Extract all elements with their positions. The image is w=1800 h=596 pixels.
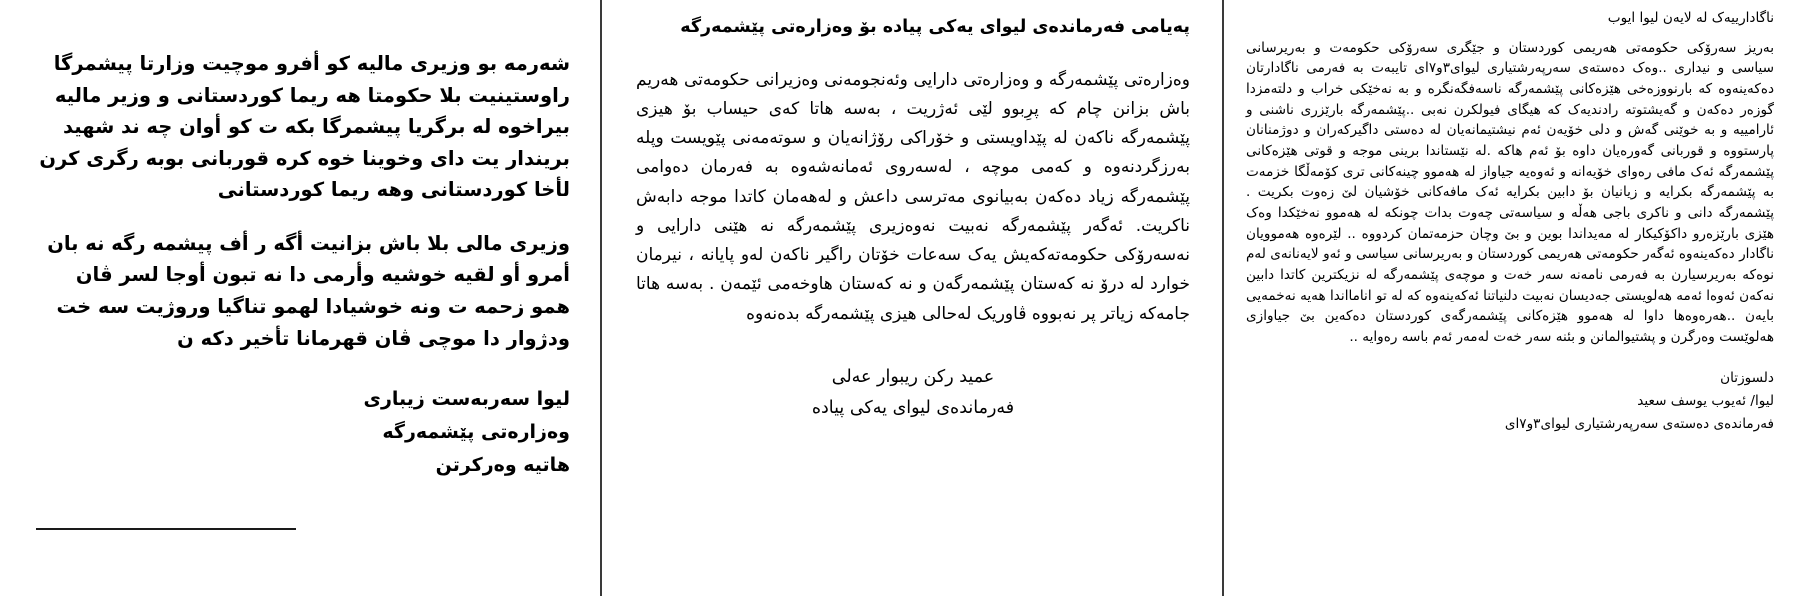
right-opening-line: ناگادارییەک لە لایەن لیوا ایوب [1607, 10, 1774, 26]
middle-closing-line-2: فەرماندەی لیوای یەکی پیادە [811, 398, 1015, 419]
right-column [1224, 0, 1800, 596]
left-signature-line-1: لیوا سەربەست زیباری [363, 388, 570, 411]
right-signature-line-3: فەرماندەی دەستەی سەرپەرشتیاری لیوای۳و۷ای [1504, 415, 1774, 432]
middle-column [602, 0, 1222, 596]
left-signature-line-3: هاتیە وەرکرتن [435, 453, 570, 476]
right-signature-block [1246, 368, 1774, 436]
right-paragraph-1: بەریز سەرۆکی حکومەتی هەریمی کوردستان و جێگری سەرۆکی حکومەت و بەریرسانی سیاسی و نیداری ..وەک دەستەی سەرپەرشتیاری لیوای۳و۷ای تایبەت بە فەرمی ناگادارتان دەکەینەوە کە بارنووزەخی هێزەکانی پێشمەرگە ناسەفگەنگرە و بە نەخێکی خراب و دلتەمزدا گوزەر دەکەن و گەیشتوتە رادندیەک کە هیگای فیولکرن نەبی ..پێشمەرگە بارێزری ناشنی و ئارامییە و بە خوێنی گەش و دلی خۆیەن ئەم نیشتیمانەیان لە دەستی داگیرکەران و دوژمنانان پارستووە و قوربانی گەورەیان داوە بۆ ئەم هاکە .لە نێستاندا برینی موجە و قوتی هێزەکانی پێشمەرگە ئەک مافی رەوای خۆیەانە و ئەوەیە جیاواز لە هەموو چینەکانی تری کۆمەڵگا خزمەت بە پێشمەرگە بکرایە و زیانیان بۆ دابین بکرایە ئەک مافەکانی خۆشیان لێ زەوت بکریت . پێشمەرگە دانی و ناکری باجی هەڵە و سیاسەتی چەوت بدات چونکە لە هەموو نەخێکدا وەک هێزی بارێزەرو داکۆکیکار لە مەیداندا بوین و بێ وچان حزمەتمان کردووە .. لێرەوە هەموویان ناگادار دەکەینەوە ئەگەر حکومەتی هەریمی کوردستان و بەریرسانی سیاسی و ئەو لایەنانەی لەم نوەکە بەریرسیارن بە فەرمی نامەنە سەر خەت و موچەی پێشمەرگە لە نزیکترین کاتدا دابین نەکەن ئەوەا ئەمە هەلویستی جەدیسان نەبیت دلنیاتنا ئەکەینەوە کە لە تو انامااندا هەیە نەخمەیی بایەن ..هەرەوەها داوا لە هەموو هێزەکانی پێشمەرگەی کوردستان دەکەین بێ جیاوازی هەلوێست وەرگرن و پشتیوالمانن و بئنە سەر خەت لەمەر ئەم باسە رەوایە .. [1246, 39, 1774, 345]
middle-body [636, 66, 1190, 329]
left-paragraph-2: وزیری مالی بلا باش بزانیت أگە ر أف پیشمە رگە نە بان أمرو أو لقیە خوشیە وأرمی دا نە تبون أوجا لسر ڤان همو زحمە ت ونە خوشیادا لهمو تناگیا وروژیت سە خت ودژوار دا موچی ڤان قهرمانا تأخیر دکە ن [47, 231, 570, 350]
middle-heading: پەیامی فەرماندەی لیوای یەکی پیادە بۆ وەزارەتی پێشمەرگە [680, 17, 1190, 37]
left-signature-line-2: وەزارەتی پێشمەرگە [382, 420, 570, 443]
middle-closing-block [636, 363, 1190, 423]
left-paragraph-1: شەرمە بو وزیری مالیە کو أفرو موچیت وزارتا پیشمرگا راوستینیت بلا حکومتا هە ریما کوردستانی و وزیر مالیە بیراخوە لە برگریا پیشمرگا بکە ت کو أوان چە ند شهید بریندار یت دای وخوینا خوە کرە قوربانی بوبە رگری کرن لأخا کوردستانی وهە ریما کوردستانی [39, 52, 570, 202]
horizontal-rule [36, 528, 296, 530]
middle-paragraph-1: وەزارەتی پێشمەرگە و وەزارەتی دارایی وئەنجومەنی وەزیرانی حکومەتی هەریم باش بزانن چام کە پرِبوو لێی ئەژریت ، بەسە هاتا کەی حیساب بۆ هیزی پێشمەرگە ناکەن لە پێداویستی و خۆراکی رۆژانەیان و سوتەمەنی پێویست وپلە بەرزگردنەوە و کەمی موچە ، لەسەروی ئەمانەشەوە بە فەرمان دەوامی پێشمەرگە زیاد دەکەن بەبیانوی مەترسی داعش و لەهەمان کاتدا موجە دابەش ناکریت. ئەگەر پێشمەرگە نەبیت نەوەزیری پێشمەرگە نە هێنی دارایی و نەسەرۆکی حکومەتەکەیش یەک سەعات خۆتان راگیر ناکەن لەو پایانە ، نیرمان خوارد لە درۆ نە کەستان پێشمەرگەن و نە کەستان هاوخەمی ئێمەن . بەسە هاتا جامەکە زیاتر پر نەبووە ڤاوریک لەحالی هیزی پێشمەرگە بدەنەوە [636, 69, 1190, 324]
left-signature-block [34, 384, 570, 480]
middle-closing-line-1: عمید رکن ریبوار عەلی [831, 366, 995, 387]
right-signature-line-2: لیوا/ ئەیوب یوسف سعید [1637, 392, 1774, 409]
right-signature-line-1: دلسوزتان [1720, 369, 1774, 386]
left-column [0, 0, 600, 596]
